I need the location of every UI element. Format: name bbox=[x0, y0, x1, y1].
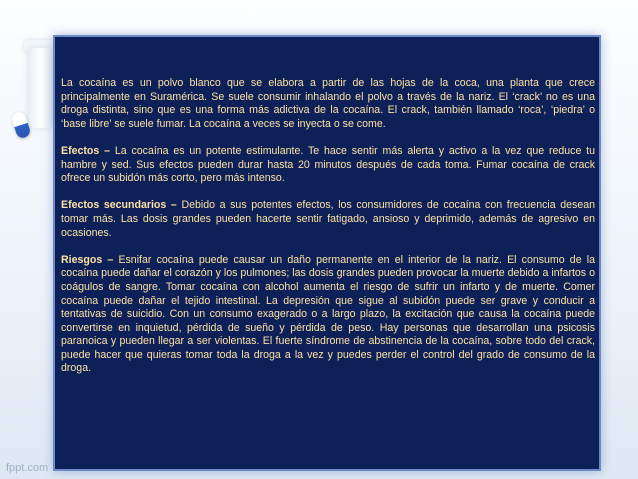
content-panel bbox=[53, 35, 601, 471]
effects-paragraph bbox=[61, 145, 595, 186]
risks-paragraph bbox=[61, 254, 595, 376]
side-effects-text: Debido a sus potentes efectos, los consumidores de cocaína con frecuencia desean tomar más. Las dosis grandes pueden hacerte sentir fatigado, ansioso y deprimido, además de agresivo en ocasiones. bbox=[61, 199, 595, 239]
effects-text: La cocaína es un potente estimulante. Te hace sentir más alerta y activo a la vez que reduce tu hambre y sed. Sus efectos pueden durar hasta 20 minutos después de cada toma. Fumar cocaína de crack ofrece un subidón más corto, pero más intenso. bbox=[61, 144, 596, 185]
risks-term: Riesgos – bbox=[61, 253, 114, 266]
effects-term: Efectos – bbox=[61, 144, 110, 157]
medicine-bottle-icon bbox=[28, 48, 54, 128]
watermark: fppt.com bbox=[6, 462, 49, 474]
side-effects-paragraph bbox=[61, 199, 595, 240]
intro-paragraph: La cocaína es un polvo blanco que se elabora a partir de las hojas de la coca, una planta que crece principalmente en Suramérica. Se suele consumir inhalando el polvo a través de la nariz. El ‘crack’ no es una droga distinta, sino que es una forma más adictiva de la cocaína. El crack, también llamado ‘roca’, ‘piedra’ o ‘base libre’ se suele fumar. La cocaína a veces se inyecta o se come. bbox=[61, 77, 595, 130]
risks-text: Esnifar cocaína puede causar un daño permanente en el interior de la nariz. El consumo de la cocaína puede dañar el corazón y los pulmones; las dosis grandes pueden provocar la muerte debido a infartos o coágulos de sangre. Tomar cocaína con alcohol aumenta el riesgo de sufrir un infarto y de muerte. Comer cocaína puede dañar el tejido intestinal. La depresión que sigue al subidón puede ser grave y conducir a tentativas de suicidio. Con un consumo exagerado o a largo plazo, la excitación que causa la cocaína puede convertirse en inquietud, pérdida de sueño y pérdida de peso. Hay personas que desarrollan una psicosis paranoica y pueden llegar a ser violentas. El fuerte síndrome de abstinencia de la cocaína, sobre todo del crack, puede hacer que quieras tomar toda la droga a la vez y puedes perder el control del grado de consumo de la droga. bbox=[61, 253, 595, 375]
slide-text bbox=[61, 77, 595, 390]
side-effects-term: Efectos secundarios – bbox=[61, 199, 177, 212]
